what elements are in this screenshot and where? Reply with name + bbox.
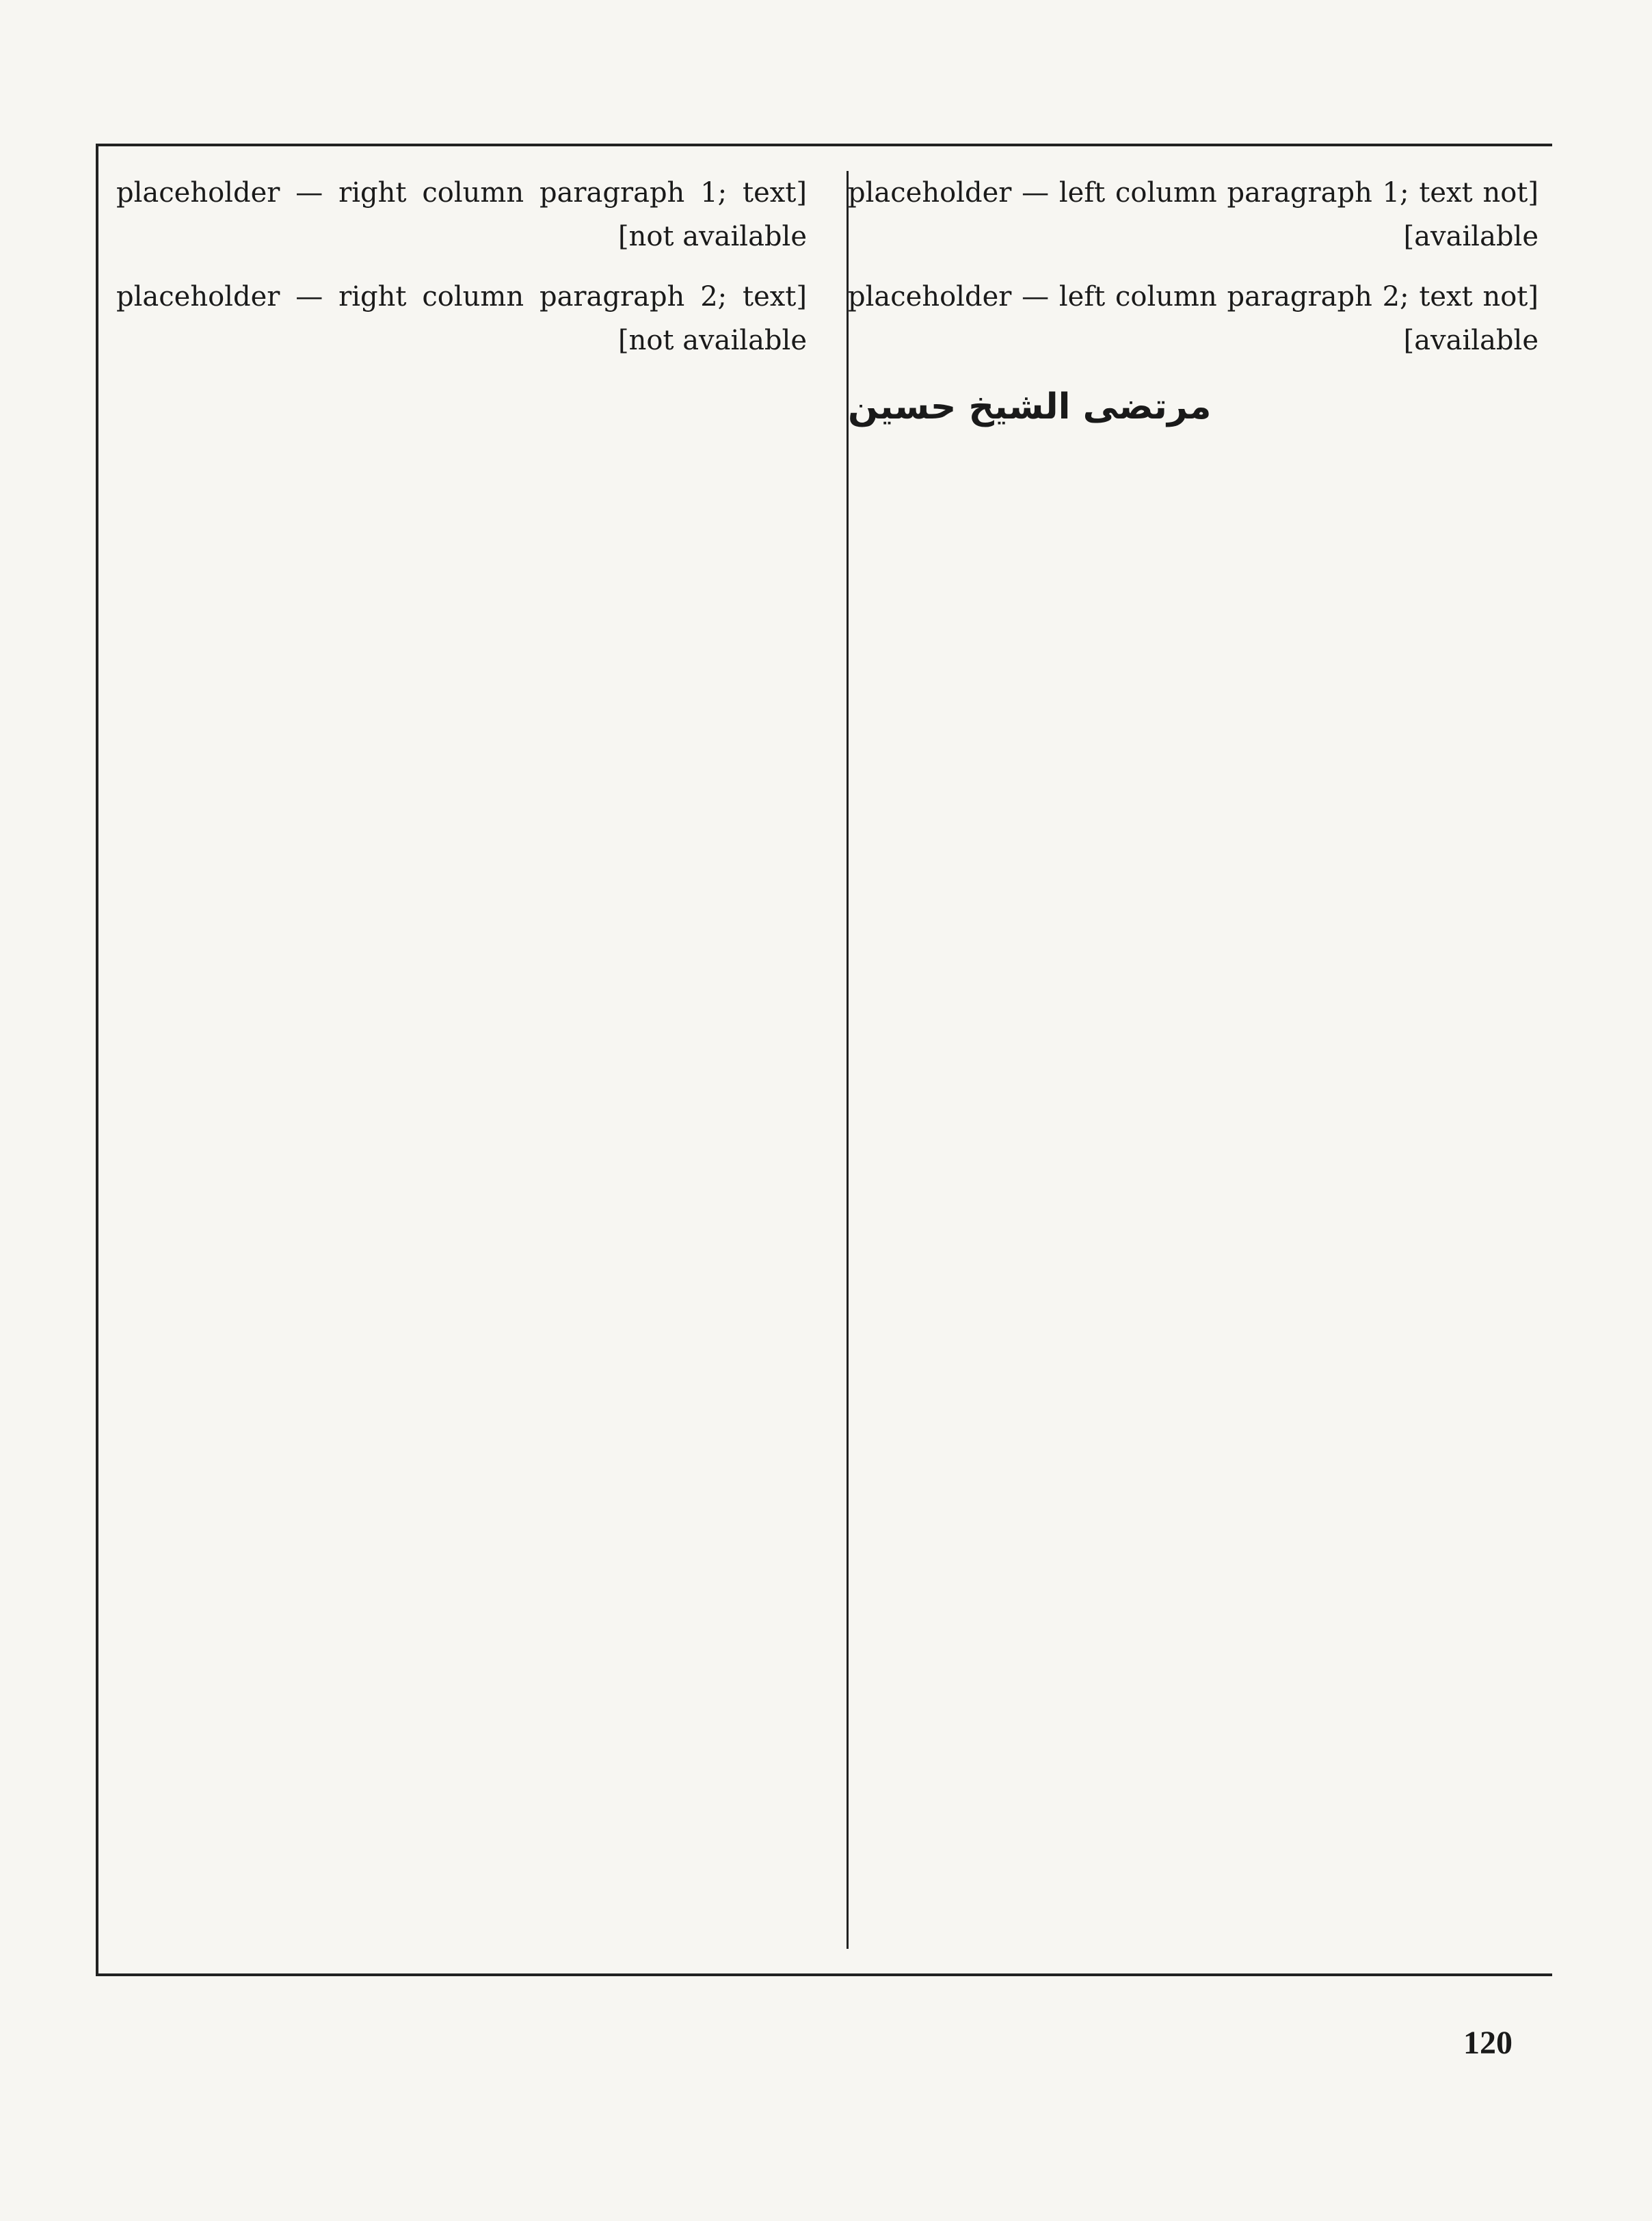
paragraph: [placeholder — right column paragraph 1; text not available] [116, 177, 807, 252]
page-number: 120 [1463, 2025, 1513, 2061]
right-column [116, 171, 807, 1949]
paragraph: [placeholder — right column paragraph 2; text not available] [116, 281, 807, 356]
author-byline: مرتضى الشيخ حسين [848, 386, 1212, 427]
paragraph: [placeholder — left column paragraph 1; text not available] [848, 177, 1538, 252]
paragraph: [placeholder — left column paragraph 2; text not available] [848, 281, 1538, 356]
left-column [848, 171, 1538, 1949]
article-columns [116, 171, 1538, 1949]
